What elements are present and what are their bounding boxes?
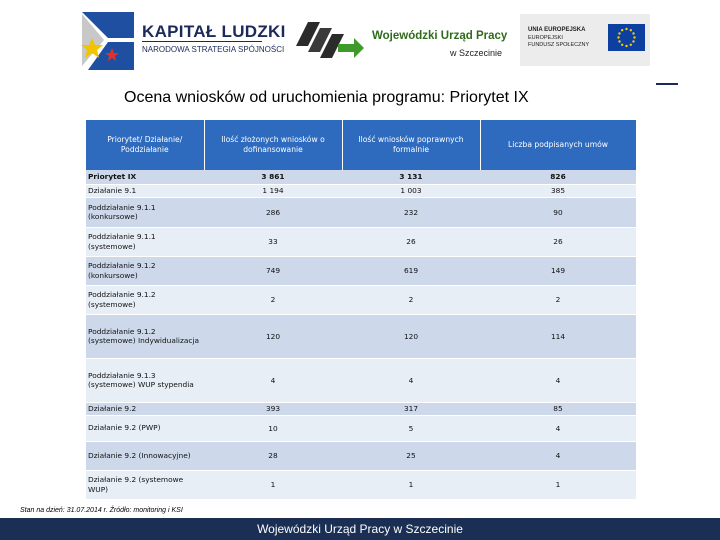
submitted-cell: 28 [204, 441, 342, 470]
table-header-row [86, 120, 636, 170]
contracts-cell: 385 [480, 184, 636, 197]
correct-cell: 317 [342, 402, 480, 415]
contracts-cell: 4 [480, 358, 636, 402]
submitted-cell: 10 [204, 415, 342, 441]
source-footnote: Stan na dzień: 31.07.2014 r. Źródło: monitoring i KSI [20, 507, 183, 514]
table-row [86, 184, 636, 197]
contracts-cell: 85 [480, 402, 636, 415]
eu-logo-line1: UNIA EUROPEJSKA [528, 27, 586, 33]
correct-cell: 232 [342, 197, 480, 227]
submitted-cell: 2 [204, 285, 342, 314]
applications-table [86, 120, 637, 500]
column-header: Priorytet/ Działanie/ Poddziałanie [86, 120, 204, 170]
table-row [86, 197, 636, 227]
contracts-cell: 90 [480, 197, 636, 227]
row-label: Poddziałanie 9.1.1 (systemowe) [86, 227, 204, 256]
eu-flag-icon [608, 24, 645, 51]
decorative-rule [656, 83, 678, 85]
correct-cell: 4 [342, 358, 480, 402]
row-label: Działanie 9.2 (Innowacyjne) [86, 441, 204, 470]
submitted-cell: 3 861 [204, 170, 342, 184]
kapital-ludzki-divider [142, 41, 262, 42]
eu-logo [520, 14, 650, 66]
correct-cell: 5 [342, 415, 480, 441]
kapital-ludzki-emblem-icon [78, 8, 138, 74]
eu-logo-line2: EUROPEJSKI [528, 35, 563, 41]
submitted-cell: 393 [204, 402, 342, 415]
row-label: Poddziałanie 9.1.2 (systemowe) [86, 285, 204, 314]
eu-logo-line3: FUNDUSZ SPOŁECZNY [528, 42, 590, 48]
correct-cell: 2 [342, 285, 480, 314]
wup-logo-line1: Wojewódzki Urząd Pracy [372, 30, 508, 42]
table-row [86, 314, 636, 358]
contracts-cell: 4 [480, 441, 636, 470]
kapital-ludzki-subtitle: NARODOWA STRATEGIA SPÓJNOŚCI [142, 45, 285, 54]
correct-cell: 619 [342, 256, 480, 285]
wup-emblem-icon [294, 16, 366, 66]
table-row [86, 170, 636, 184]
submitted-cell: 120 [204, 314, 342, 358]
column-header: Ilość złożonych wniosków o dofinansowanie [204, 120, 342, 170]
correct-cell: 1 [342, 470, 480, 499]
table-row [86, 415, 636, 441]
correct-cell: 1 003 [342, 184, 480, 197]
footer-bar [0, 518, 720, 540]
column-header: Liczba podpisanych umów [480, 120, 636, 170]
kapital-ludzki-title: KAPITAŁ LUDZKI [142, 22, 286, 41]
contracts-cell: 114 [480, 314, 636, 358]
submitted-cell: 1 [204, 470, 342, 499]
table-row [86, 470, 636, 499]
table-row [86, 227, 636, 256]
table-row [86, 256, 636, 285]
contracts-cell: 1 [480, 470, 636, 499]
submitted-cell: 286 [204, 197, 342, 227]
contracts-cell: 826 [480, 170, 636, 184]
correct-cell: 25 [342, 441, 480, 470]
column-header: Ilość wniosków poprawnych formalnie [342, 120, 480, 170]
footer-text: Wojewódzki Urząd Pracy w Szczecinie [257, 522, 463, 536]
table-row [86, 402, 636, 415]
contracts-cell: 26 [480, 227, 636, 256]
contracts-cell: 2 [480, 285, 636, 314]
row-label: Działanie 9.2 (PWP) [86, 415, 204, 441]
correct-cell: 3 131 [342, 170, 480, 184]
submitted-cell: 33 [204, 227, 342, 256]
table-row [86, 358, 636, 402]
row-label: Poddziałanie 9.1.2 (systemowe) Indywidualizacja [86, 314, 204, 358]
submitted-cell: 4 [204, 358, 342, 402]
row-label: Poddziałanie 9.1.2 (konkursowe) [86, 256, 204, 285]
correct-cell: 120 [342, 314, 480, 358]
row-label: Działanie 9.1 [86, 184, 204, 197]
row-label: Priorytet IX [86, 170, 204, 184]
row-label: Poddziałanie 9.1.3 (systemowe) WUP stypendia [86, 358, 204, 402]
wup-logo-line2: w Szczecinie [450, 48, 503, 58]
contracts-cell: 149 [480, 256, 636, 285]
row-label: Poddziałanie 9.1.1 (konkursowe) [86, 197, 204, 227]
table-row [86, 285, 636, 314]
contracts-cell: 4 [480, 415, 636, 441]
submitted-cell: 749 [204, 256, 342, 285]
table-row [86, 441, 636, 470]
correct-cell: 26 [342, 227, 480, 256]
kapital-ludzki-logo [78, 8, 286, 74]
row-label: Działanie 9.2 (systemowe WUP) [86, 470, 204, 499]
page-title: Ocena wniosków od uruchomienia programu: Priorytet IX [124, 89, 529, 106]
row-label: Działanie 9.2 [86, 402, 204, 415]
submitted-cell: 1 194 [204, 184, 342, 197]
wup-logo [292, 14, 508, 70]
